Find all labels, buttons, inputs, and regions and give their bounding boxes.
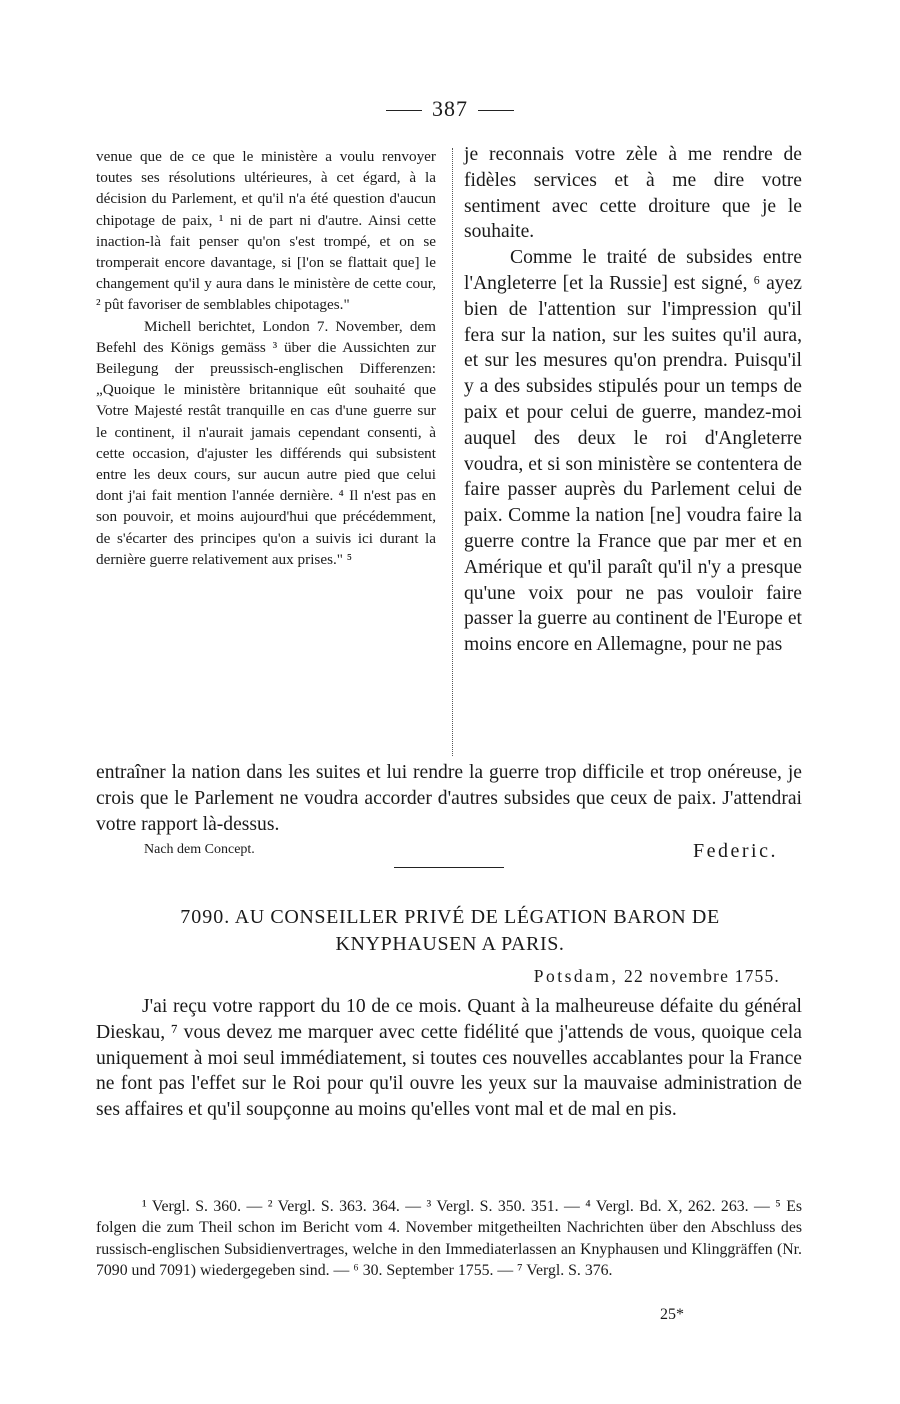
source-note: Nach dem Concept. <box>144 842 255 857</box>
page-number-dash-left <box>386 110 422 111</box>
page-number <box>0 96 900 122</box>
footnotes <box>96 1196 802 1282</box>
signature-mark: 25* <box>660 1306 684 1323</box>
dateline-date: 22 novembre 1755. <box>624 966 780 986</box>
dateline-place: Potsdam, <box>533 966 619 986</box>
letter-heading <box>110 904 790 958</box>
letter-number: 7090. <box>180 906 231 928</box>
letter-body <box>96 994 802 1123</box>
dateline <box>534 966 780 987</box>
signature: Federic. <box>693 840 778 862</box>
column-divider <box>452 148 453 756</box>
page-number-dash-right <box>478 110 514 111</box>
right-column-paragraph-2: Comme le traité de subsides entre l'Angleterre [et la Russie] est signé, ⁶ ayez bien de l'attention sur l'impression qu'il fera sur la nation, sur les suites qu'il aura, et sur les mesures qu'on prendra. Puisqu'il y a des subsides stipulés pour un temps de paix et pour celui de guerre, mandez-moi auquel des deux le roi d'Angleterre voudra, et si son ministère se contentera de faire passer auprès du Parlement celui de paix. Comme la nation [ne] voudra faire la guerre contre la France que par mer et en Amérique et qu'il paraît qu'il n'y a presque qu'une voix pour ne pas vouloir faire passer la guerre au continent de l'Europe et moins encore en Allemagne, pour ne pas <box>464 247 802 656</box>
left-column-paragraph-2: Michell berichtet, London 7. November, dem Befehl des Königs gemäss ³ über die Aussichten zur Beilegung der preussisch-englischen Differenzen: „Quoique le ministère britannique eût souhaité que Votre Majesté restât tranquille en cas d'une guerre sur le continent, il n'aurait jamais cependant consenti, à cette occasion, d'ajuster les différends qui subsistent entre les deux cours, sur aucun autre pied que celui dont j'ai fait mention l'année dernière. ⁴ Il n'est pas en son pouvoir, et moins aujourd'hui que précédemment, de s'écarter des principes qu'on a suivis ici durant la dernière guerre relativement aux prises." ⁵ <box>96 317 436 568</box>
letter-continuation <box>96 760 802 837</box>
right-column-paragraph-1: je reconnais votre zèle à me rendre de fidèles services et à me dire votre sentiment avec cette droiture que je le souhaite. <box>464 144 802 243</box>
left-column-paragraph-1: venue que de ce que le ministère a voulu renvoyer toutes ses résolutions ultérieures, à cet égard, à la décision du Parlement, et qu'il n'a été question d'aucun chipotage de paix, ¹ ni de part ni d'autre. Ainsi cette inaction-là fait penser qu'on s'est trompé, et on se tromperait encore davantage, si [l'on se flattait que] le changement qu'il y aura dans le ministère de cette cour, ² pût favoriser de semblables chipotages." <box>96 148 436 314</box>
page-number-text: 387 <box>432 96 468 121</box>
section-separator <box>394 867 504 868</box>
letter-title: AU CONSEILLER PRIVÉ DE LÉGATION BARON DE KNYPHAUSEN A PARIS. <box>234 906 720 955</box>
letter-body-text: J'ai reçu votre rapport du 10 de ce mois. Quant à la malheureuse défaite du général Dieskau, ⁷ vous devez me marquer avec cette fidélité que j'attends de vous, quoique cela uniquement à moi seul immédiatement, si toutes ces nouvelles accablantes pour la France ne font pas l'effet sur le Roi pour qu'il ouvre les yeux sur la mauvaise administration de ses affaires et qu'il soupçonne au moins qu'elles vont mal et de mal en pis. <box>96 996 802 1121</box>
footnotes-text: ¹ Vergl. S. 360. — ² Vergl. S. 363. 364. — ³ Vergl. S. 350. 351. — ⁴ Vergl. Bd. X, 262. 263. — ⁵ Es folgen die zum Theil schon im Bericht vom 4. November mitgetheilten Nachrichten über den Abschluss des russisch-englischen Subsidienvertrages, welche in den Immediaterlassen an Knyphausen und Klinggräffen (Nr. 7090 und 7091) wiedergegeben sind. — ⁶ 30. September 1755. — ⁷ Vergl. S. 376. <box>96 1198 802 1280</box>
right-column <box>464 142 802 658</box>
letter-continuation-text: entraîner la nation dans les suites et lui rendre la guerre trop difficile et trop onéreuse, je crois que le Parlement ne voudra accorder d'autres subsides que ceux de paix. J'attendrai votre rapport là-dessus. <box>96 762 802 835</box>
left-column <box>96 146 436 570</box>
